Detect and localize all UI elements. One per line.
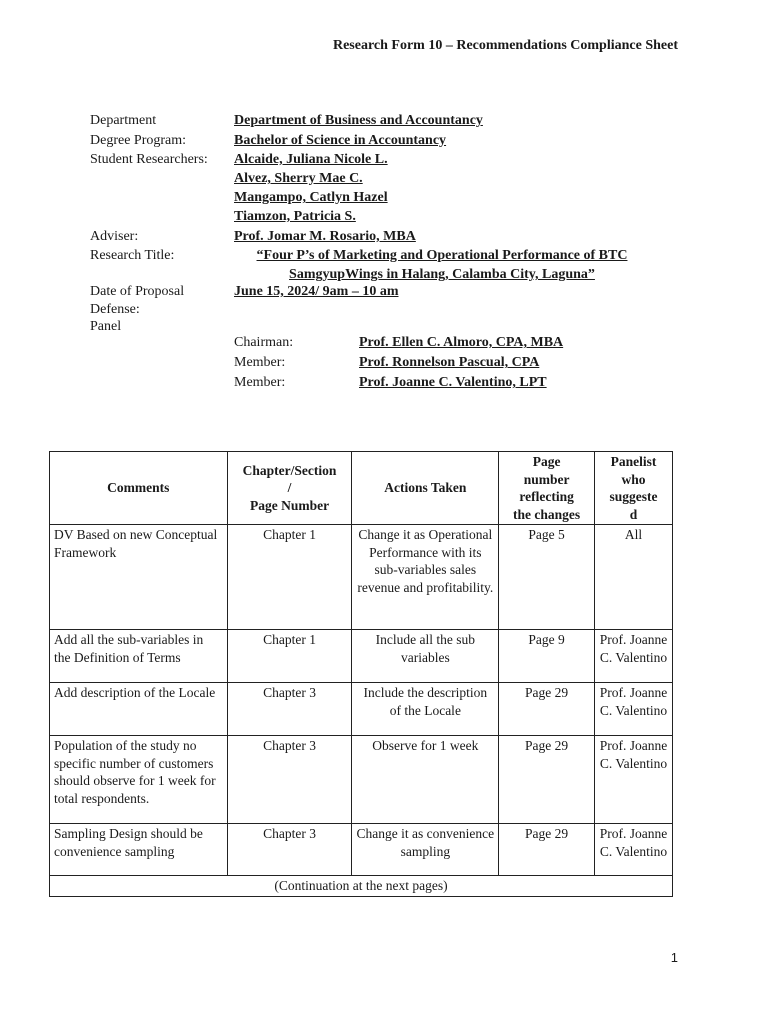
cell-panelist: Prof. Joanne C. Valentino xyxy=(595,736,673,824)
cell-panelist: All xyxy=(595,525,673,630)
panel-name: Prof. Ronnelson Pascual, CPA xyxy=(359,355,540,370)
header-panelist-line: Panelist xyxy=(610,454,657,469)
cell-comment: Add description of the Locale xyxy=(50,683,228,736)
cell-chapter: Chapter 1 xyxy=(227,525,352,630)
header-chapter xyxy=(227,452,352,525)
title-line: SamgyupWings in Halang, Calamba City, Laguna” xyxy=(289,267,595,282)
cell-panelist: Prof. Joanne C. Valentino xyxy=(595,824,673,876)
adviser-label: Adviser: xyxy=(90,229,139,244)
cell-panelist: Prof. Joanne C. Valentino xyxy=(595,630,673,683)
header-chapter-line: Page Number xyxy=(249,497,330,513)
table-row xyxy=(50,683,673,736)
researcher-name: Alvez, Sherry Mae C. xyxy=(234,171,363,186)
date-value: June 15, 2024/ 9am – 10 am xyxy=(234,284,399,299)
panel-role: Chairman: xyxy=(234,335,294,350)
researcher-name: Mangampo, Catlyn Hazel xyxy=(234,190,388,205)
panel-label: Panel xyxy=(90,319,122,334)
form-title: Research Form 10 – Recommendations Compliance Sheet xyxy=(332,38,678,53)
header-page-line: number xyxy=(523,471,570,487)
degree-label: Degree Program: xyxy=(90,133,187,148)
researcher-name: Tiamzon, Patricia S. xyxy=(234,209,356,224)
cell-chapter: Chapter 3 xyxy=(227,824,352,876)
table-row xyxy=(50,736,673,824)
title-label: Research Title: xyxy=(90,248,175,263)
cell-action: Change it as convenience sampling xyxy=(352,824,499,876)
header-page-line: reflecting xyxy=(519,489,574,504)
cell-action: Change it as Operational Performance with its sub-variables sales revenue and profitability. xyxy=(352,525,499,630)
panel-role: Member: xyxy=(234,355,286,370)
cell-chapter: Chapter 3 xyxy=(227,683,352,736)
cell-panelist: Prof. Joanne C. Valentino xyxy=(595,683,673,736)
panel-name: Prof. Joanne C. Valentino, LPT xyxy=(359,375,547,390)
cell-page: Page 29 xyxy=(499,736,595,824)
header-page-line: Page xyxy=(532,454,561,469)
cell-comment: DV Based on new Conceptual Framework xyxy=(50,525,228,630)
header-chapter-line: Chapter/Section xyxy=(242,462,337,478)
date-label: Date of Proposal xyxy=(90,284,185,299)
cell-comment: Add all the sub-variables in the Definition of Terms xyxy=(50,630,228,683)
cell-page: Page 29 xyxy=(499,683,595,736)
header-page xyxy=(499,452,595,525)
researcher-name: Alcaide, Juliana Nicole L. xyxy=(234,152,388,167)
table-header-row xyxy=(50,452,673,525)
panel-role: Member: xyxy=(234,375,286,390)
continuation-note: (Continuation at the next pages) xyxy=(50,876,673,897)
cell-page: Page 5 xyxy=(499,525,595,630)
table-row xyxy=(50,630,673,683)
adviser-value: Prof. Jomar M. Rosario, MBA xyxy=(234,229,416,244)
cell-chapter: Chapter 1 xyxy=(227,630,352,683)
table-row xyxy=(50,525,673,630)
header-chapter-line: / xyxy=(287,480,292,496)
panel-name: Prof. Ellen C. Almoro, CPA, MBA xyxy=(359,335,564,350)
cell-page: Page 9 xyxy=(499,630,595,683)
cell-comment: Sampling Design should be convenience sampling xyxy=(50,824,228,876)
cell-action: Include all the sub variables xyxy=(352,630,499,683)
cell-action: Include the description of the Locale xyxy=(352,683,499,736)
header-comments: Comments xyxy=(50,452,228,525)
cell-chapter: Chapter 3 xyxy=(227,736,352,824)
cell-page: Page 29 xyxy=(499,824,595,876)
header-actions: Actions Taken xyxy=(352,452,499,525)
researchers-label: Student Researchers: xyxy=(90,152,208,167)
continuation-row xyxy=(50,876,673,897)
department-label: Department xyxy=(90,113,157,128)
department-value: Department of Business and Accountancy xyxy=(234,113,483,128)
table-row xyxy=(50,824,673,876)
header-panelist-line: d xyxy=(629,506,638,522)
header-panelist-line: who xyxy=(621,471,646,487)
header-panelist-line: suggeste xyxy=(609,489,658,504)
date-label: Defense: xyxy=(90,302,140,317)
title-line: “Four P’s of Marketing and Operational Performance of BTC xyxy=(256,248,628,263)
compliance-table xyxy=(49,451,673,897)
cell-action: Observe for 1 week xyxy=(352,736,499,824)
degree-value: Bachelor of Science in Accountancy xyxy=(234,133,447,148)
header-panelist xyxy=(595,452,673,525)
header-page-line: the changes xyxy=(513,506,581,522)
page-number: 1 xyxy=(670,950,678,965)
cell-comment: Population of the study no specific number of customers should observe for 1 week for total respondents. xyxy=(50,736,228,824)
